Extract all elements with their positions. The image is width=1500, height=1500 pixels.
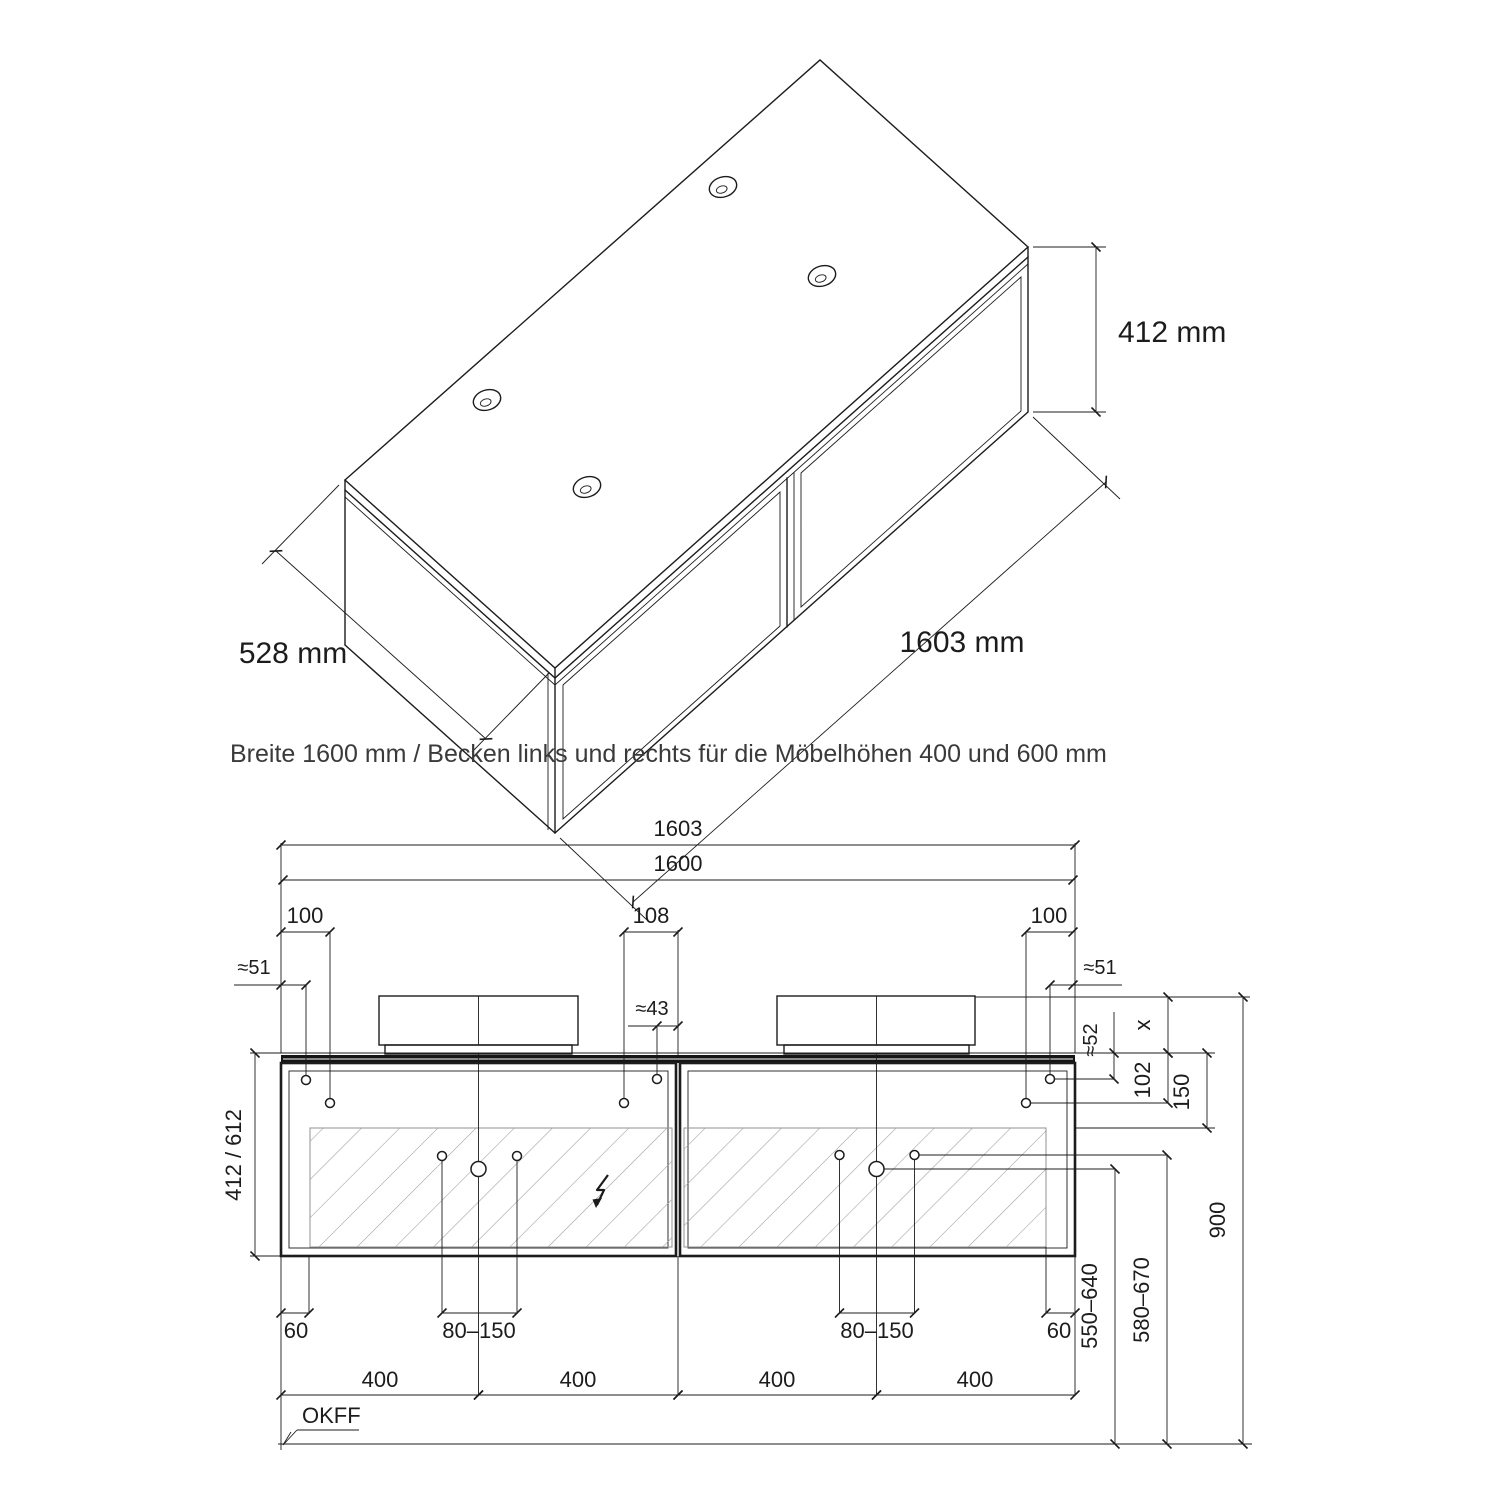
dim-quarter-1: 400 xyxy=(361,1367,399,1392)
hatch-install-zone-left xyxy=(310,1128,672,1247)
iso-depth-label: 528 mm xyxy=(238,637,348,670)
dim-cabinet-width: 1600 xyxy=(653,851,703,876)
description-note: Breite 1600 mm / Becken links und rechts für die Möbelhöhen 400 und 600 mm xyxy=(230,740,1107,768)
dim-var-x: x xyxy=(1130,1019,1155,1031)
dim-offset-right: 100 xyxy=(1030,903,1068,928)
iso-length-label: 1603 mm xyxy=(899,626,1025,659)
faucet-hole-icon xyxy=(707,173,740,201)
dim-150: 150 xyxy=(1169,1073,1194,1111)
faucet-hole-icon xyxy=(471,386,504,414)
dim-approx52: ≈52 xyxy=(1080,1023,1102,1057)
dim-quarter-4: 400 xyxy=(956,1367,994,1392)
dim-rim-height: 900 xyxy=(1205,1201,1230,1239)
elevation-view xyxy=(221,816,1252,1450)
iso-depth-dimension xyxy=(239,485,549,752)
dim-cabinet-height: 412 / 612 xyxy=(221,1109,246,1201)
floor-level-icon xyxy=(283,1430,359,1445)
faucet-hole-icon xyxy=(806,262,839,290)
drawer-front-right xyxy=(801,277,1021,607)
dim-approx51-left: ≈51 xyxy=(237,957,271,979)
fixing-point-circles xyxy=(302,1075,1055,1108)
dim-approx43: ≈43 xyxy=(635,998,669,1020)
isometric-view xyxy=(239,60,1227,920)
iso-height-label: 412 mm xyxy=(1118,316,1227,349)
hatch-install-zone-right xyxy=(684,1128,1046,1247)
dim-overall-width: 1603 xyxy=(653,816,703,841)
dim-offset-center: 108 xyxy=(632,903,670,928)
dim-supply-right: 80–150 xyxy=(840,1318,914,1343)
floor-level-label: OKFF xyxy=(302,1403,361,1428)
washbasin-right xyxy=(777,996,975,1054)
washbasin-left xyxy=(379,996,578,1054)
cabinet-top-face xyxy=(345,60,1028,685)
drawer-divider xyxy=(787,472,794,627)
faucet-hole-icon xyxy=(571,473,604,501)
iso-height-dimension xyxy=(1033,247,1226,412)
dim-quarter-2: 400 xyxy=(559,1367,597,1392)
dim-drain-height: 550–640 xyxy=(1077,1263,1102,1349)
dim-edge-right: 60 xyxy=(1046,1318,1072,1343)
dim-supply-height: 580–670 xyxy=(1129,1257,1154,1343)
dim-102: 102 xyxy=(1130,1061,1155,1099)
dim-approx51-right: ≈51 xyxy=(1083,957,1117,979)
drawer-front-left xyxy=(563,492,780,819)
dim-edge-left: 60 xyxy=(283,1318,309,1343)
dim-offset-left: 100 xyxy=(286,903,324,928)
dim-supply-left: 80–150 xyxy=(442,1318,516,1343)
dim-quarter-3: 400 xyxy=(758,1367,796,1392)
